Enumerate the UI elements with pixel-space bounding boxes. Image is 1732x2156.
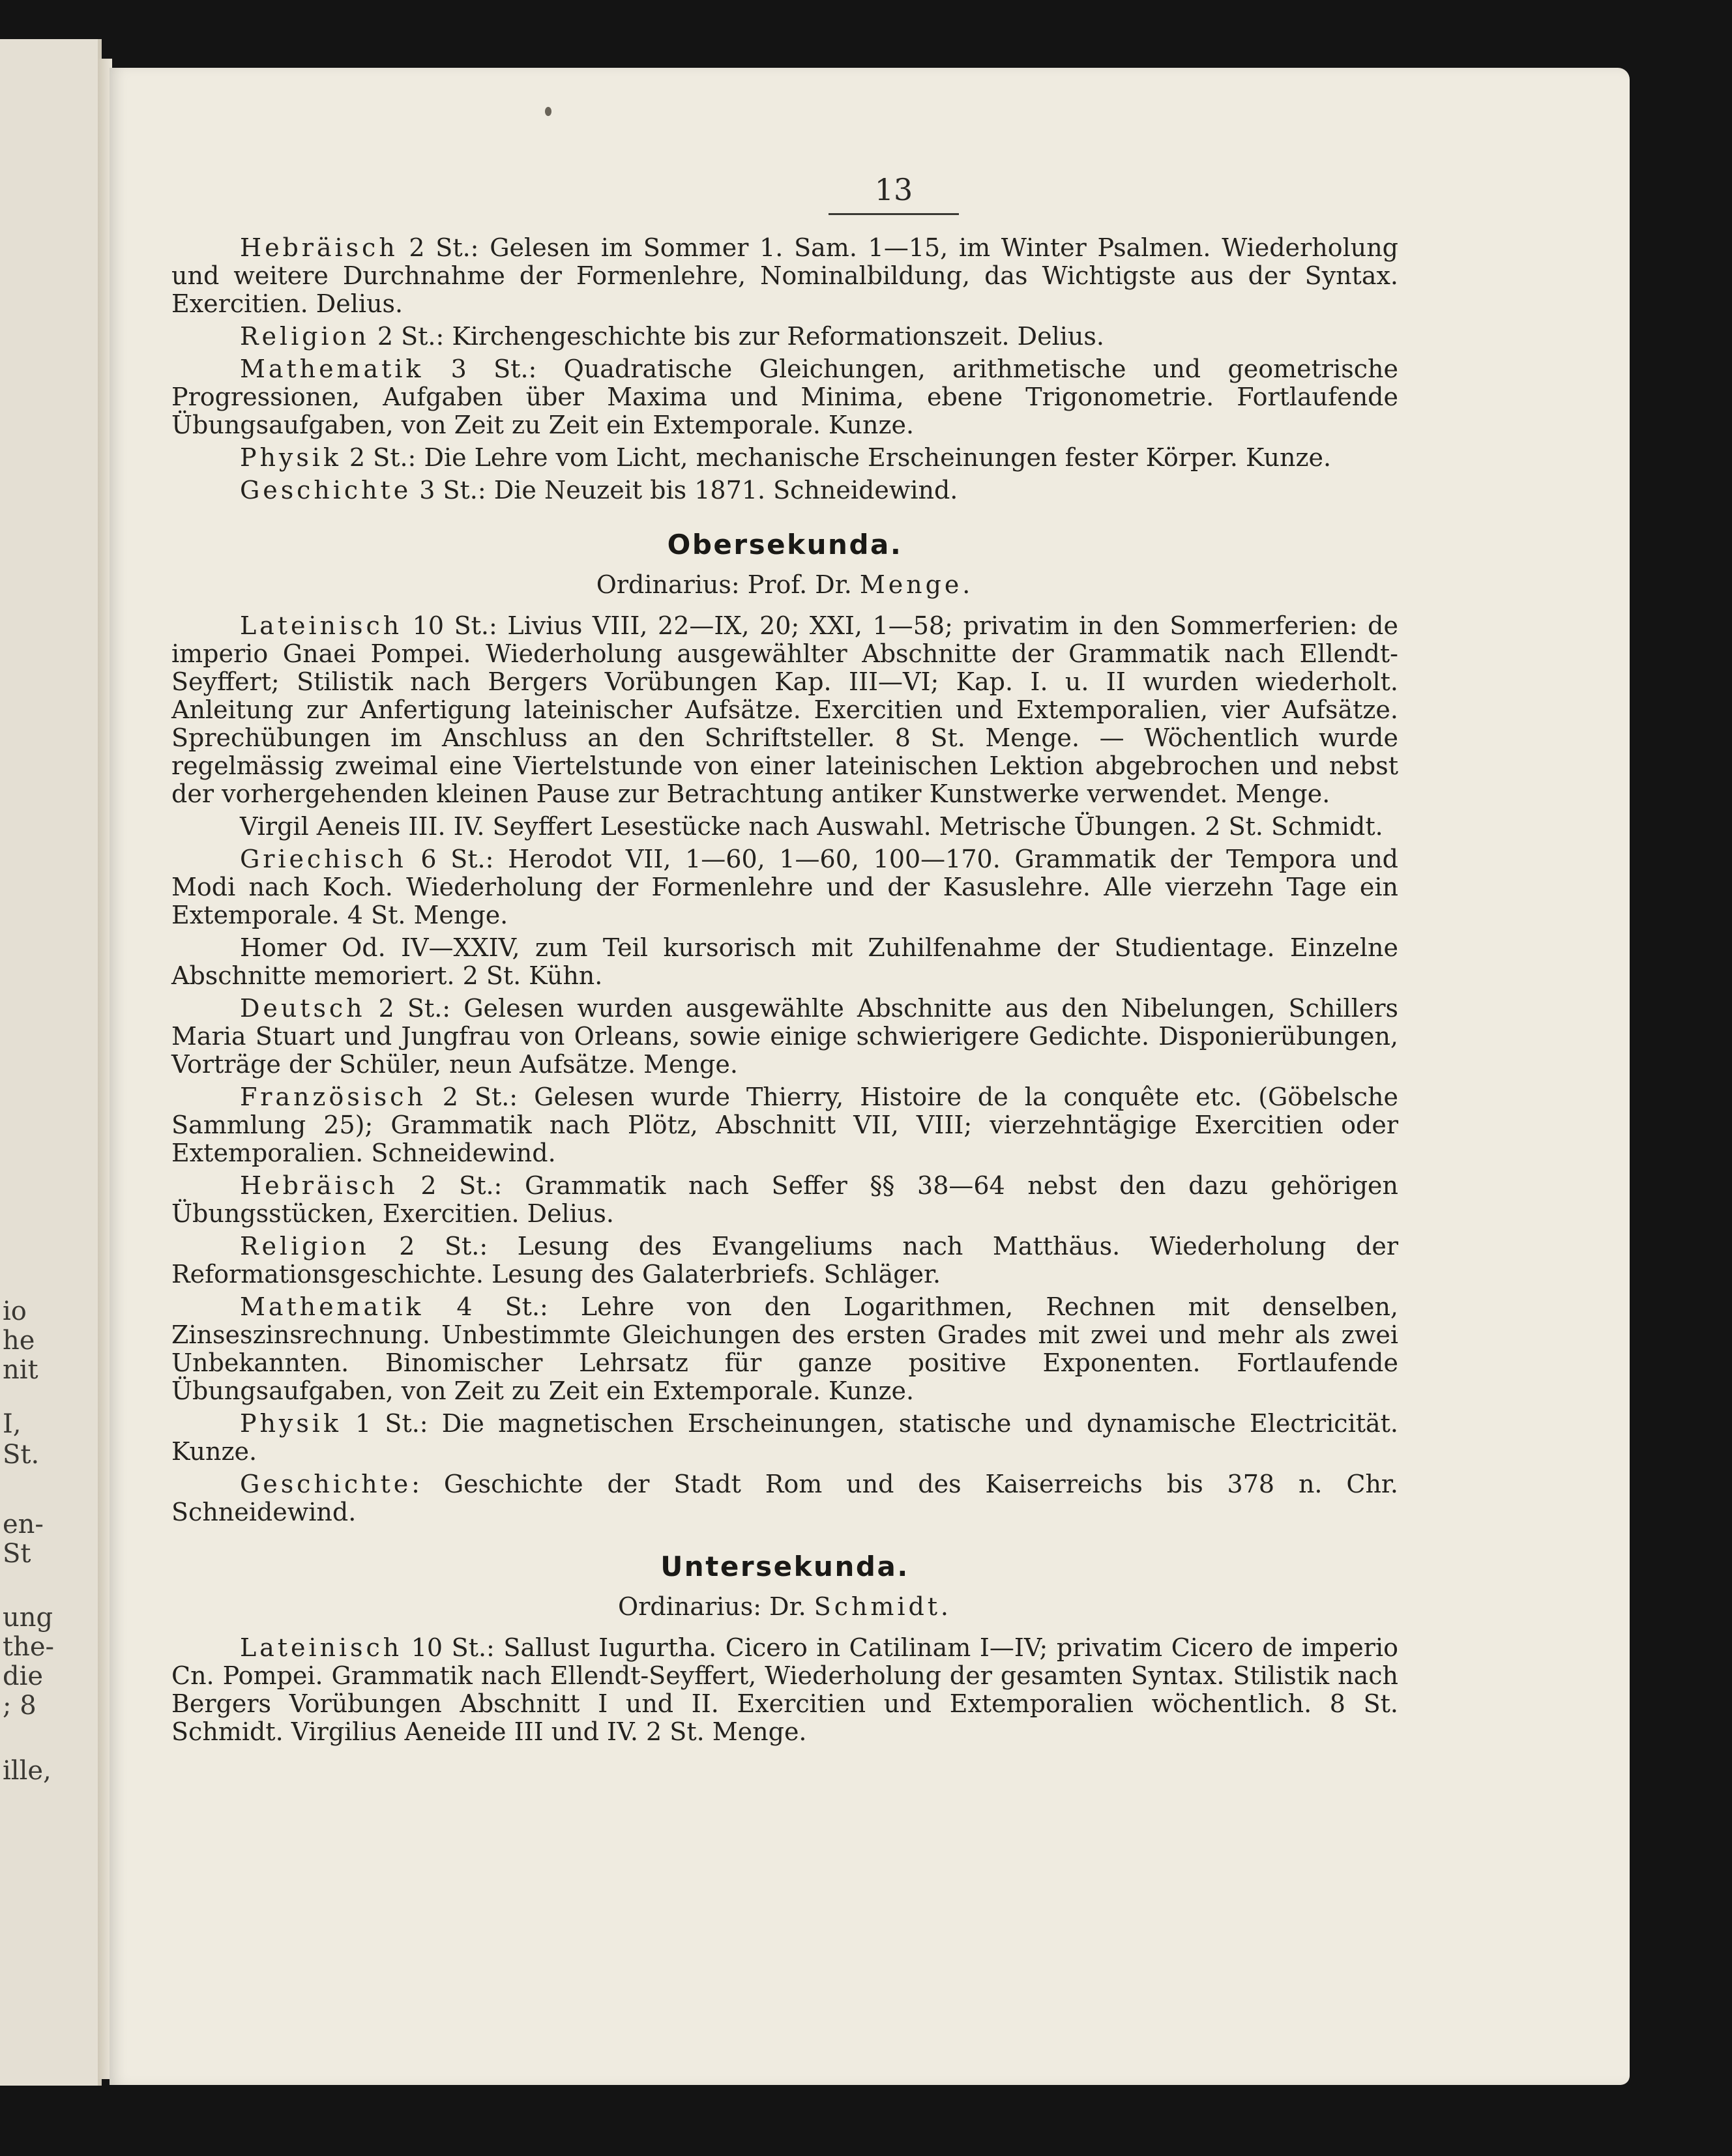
- ordinarius-label: Ordinarius: Prof. Dr.: [596, 570, 860, 599]
- course-paragraph: [171, 1083, 1398, 1167]
- untersekunda-section: [171, 1551, 1398, 1746]
- facing-page-fragment: St: [3, 1539, 31, 1569]
- course-paragraph: [171, 1172, 1398, 1228]
- course-paragraph: [171, 934, 1398, 990]
- course-paragraph: [171, 1293, 1398, 1405]
- course-text: 2 St.: Gelesen wurden ausgewählte Abschnitte aus den Nibelungen, Schillers Maria Stuart und Jungfrau von Orleans, sowie einige schwierigere Gedichte. Disponierübungen, Vorträge der Schüler, neun Aufsätze. Menge.: [171, 994, 1398, 1079]
- ordinarius-line: [171, 571, 1398, 599]
- subject-name: Geschichte: [240, 476, 412, 504]
- facing-page-fragment: ille,: [3, 1756, 51, 1786]
- course-text: 3 St.: Quadratische Gleichungen, arithmetische und geometrische Progressionen, Aufgaben über Maxima und Minima, ebene Trigonometrie. Fortlaufende Übungsaufgaben, von Zeit zu Zeit ein Extemporale. Kunze.: [171, 355, 1398, 439]
- course-paragraph: [171, 1232, 1398, 1289]
- course-text: 4 St.: Lehre von den Logarithmen, Rechnen mit denselben, Zinseszinsrechnung. Unbestimmte Gleichungen des ersten Grades mit zwei und mehr als zwei Unbekannten. Binomischer Lehrsatz für ganze positive Exponenten. Fortlaufende Übungsaufgaben, von Zeit zu Zeit ein Extemporale. Kunze.: [171, 1292, 1398, 1405]
- facing-page-fragment: the-: [3, 1632, 55, 1662]
- facing-page-fragment: ung: [3, 1603, 53, 1633]
- document-page: [110, 68, 1630, 2085]
- subject-name: Lateinisch: [240, 1633, 403, 1662]
- obersekunda-section: [171, 529, 1398, 1526]
- course-text: 10 St.: Sallust Iugurtha. Cicero in Catilinam I—IV; privatim Cicero de imperio Cn. Pompei. Grammatik nach Ellendt-Seyffert, Wiederholung der gesamten Syntax. Stilistik nach Bergers Vorübungen Abschnitt I und II. Exercitien und Extemporalien wöchentlich. 8 St. Schmidt. Virgilius Aeneide III und IV. 2 St. Menge.: [171, 1633, 1398, 1746]
- facing-page-edge: [0, 39, 102, 2086]
- course-paragraph: [171, 1634, 1398, 1746]
- course-text: 3 St.: Die Neuzeit bis 1871. Schneidewind.: [411, 476, 958, 504]
- ordinarius-label: Ordinarius: Dr.: [618, 1592, 814, 1621]
- subject-name: Mathematik: [240, 1292, 424, 1321]
- subject-name: Hebräisch: [240, 1171, 398, 1200]
- facing-page-fragment: die: [3, 1661, 44, 1691]
- facing-page-fragment: St.: [3, 1440, 40, 1470]
- facing-page-fragment: he: [3, 1326, 35, 1356]
- course-paragraph: [171, 1410, 1398, 1466]
- course-text: Homer Od. IV—XXIV, zum Teil kursorisch mit Zuhilfenahme der Studientage. Einzelne Abschnitte memoriert. 2 St. Kühn.: [171, 933, 1398, 990]
- page-number: 13: [874, 172, 913, 207]
- ordinarius-line: [171, 1593, 1398, 1621]
- subject-name: Lateinisch: [240, 611, 403, 640]
- course-paragraph: [171, 813, 1398, 841]
- subject-name: Religion: [240, 322, 370, 351]
- page-content: [171, 234, 1398, 1751]
- section-heading-obersekunda: Obersekunda.: [667, 529, 903, 561]
- facing-page-fragment: ; 8: [3, 1691, 37, 1721]
- course-text: 2 St.: Lesung des Evangeliums nach Matthäus. Wiederholung der Reformationsgeschichte. Lesung des Galaterbriefs. Schläger.: [171, 1232, 1398, 1289]
- ordinarius-name: Schmidt.: [814, 1592, 952, 1621]
- subject-name: Französisch: [240, 1083, 426, 1111]
- course-text: Virgil Aeneis III. IV. Seyffert Lesestücke nach Auswahl. Metrische Übungen. 2 St. Schmidt.: [240, 812, 1383, 841]
- ordinarius-name: Menge.: [859, 570, 974, 599]
- course-text: 6 St.: Herodot VII, 1—60, 1—60, 100—170. Grammatik der Tempora und Modi nach Koch. Wiederholung der Formenlehre und der Kasuslehre. Alle vierzehn Tage ein Extemporale. 4 St. Menge.: [171, 845, 1398, 929]
- course-paragraph: [171, 444, 1398, 472]
- page-number-rule: [829, 213, 959, 215]
- subject-name: Hebräisch: [240, 233, 398, 262]
- subject-name: Deutsch: [240, 994, 366, 1023]
- course-text: 2 St.: Gelesen wurde Thierry, Histoire de la conquête etc. (Göbelsche Sammlung 25); Grammatik nach Plötz, Abschnitt VII, VIII; vierzehntägige Exercitien oder Extemporalien. Schneidewind.: [171, 1083, 1398, 1167]
- facing-page-fragment: io: [3, 1296, 27, 1326]
- course-text: 2 St.: Gelesen im Sommer 1. Sam. 1—15, im Winter Psalmen. Wiederholung und weitere Durchnahme der Formenlehre, Nominalbildung, das Wichtigste aus der Syntax. Exercitien. Delius.: [171, 233, 1398, 318]
- course-paragraph: [171, 612, 1398, 808]
- subject-name: Religion: [240, 1232, 370, 1260]
- course-text: 2 St.: Kirchengeschichte bis zur Reformationszeit. Delius.: [369, 322, 1104, 351]
- course-text: 2 St.: Grammatik nach Seffer §§ 38—64 nebst den dazu gehörigen Übungsstücken, Exercitien. Delius.: [171, 1171, 1398, 1228]
- subject-name: Griechisch: [240, 845, 407, 873]
- course-paragraph: [171, 845, 1398, 929]
- course-paragraph: [171, 323, 1398, 351]
- course-paragraph: [171, 234, 1398, 318]
- course-text: : Geschichte der Stadt Rom und des Kaiserreichs bis 378 n. Chr. Schneidewind.: [171, 1470, 1398, 1526]
- course-text: 10 St.: Livius VIII, 22—IX, 20; XXI, 1—58; privatim in den Sommerferien: de imperio Gnaei Pompei. Wiederholung ausgewählter Abschnitte der Grammatik nach Ellendt-Seyffert; Stilistik nach Bergers Vorübungen Kap. III—VI; Kap. I. u. II wurden wiederholt. Anleitung zur Anfertigung lateinischer Aufsätze. Exercitien und Extemporalien, vier Aufsätze. Sprechübungen im Anschluss an den Schriftsteller. 8 St. Menge. — Wöchentlich wurde regelmässig zweimal eine Viertelstunde von einer lateinischen Lektion abgebrochen und nebst der vorhergehenden kleinen Pause zur Betrachtung antiker Kunstwerke verwendet. Menge.: [171, 611, 1398, 808]
- subject-name: Physik: [240, 443, 342, 472]
- course-paragraph: [171, 476, 1398, 504]
- subject-name: Physik: [240, 1409, 342, 1438]
- course-paragraph: [171, 995, 1398, 1079]
- ink-speck: [545, 107, 551, 116]
- course-text: 1 St.: Die magnetischen Erscheinungen, statische und dynamische Electricität. Kunze.: [171, 1409, 1398, 1466]
- subject-name: Geschichte: [240, 1470, 412, 1498]
- course-text: 2 St.: Die Lehre vom Licht, mechanische Erscheinungen fester Körper. Kunze.: [341, 443, 1332, 472]
- course-paragraph: [171, 1470, 1398, 1526]
- facing-page-fragment: nit: [3, 1355, 38, 1385]
- course-paragraph: [171, 355, 1398, 439]
- subject-name: Mathematik: [240, 355, 424, 383]
- section-heading-untersekunda: Untersekunda.: [660, 1551, 909, 1582]
- prima-section-continued: [171, 234, 1398, 504]
- facing-page-fragment: en-: [3, 1509, 44, 1539]
- facing-page-fragment: I,: [3, 1409, 22, 1439]
